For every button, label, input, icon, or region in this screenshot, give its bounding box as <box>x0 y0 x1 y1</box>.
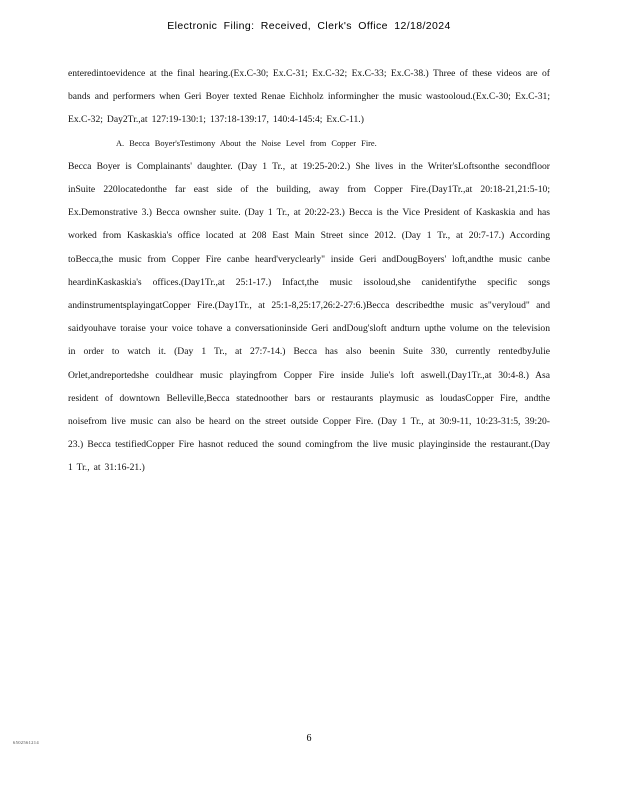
page-number: 6 <box>306 733 312 744</box>
section-heading-a: A. Becca Boyer'sTestimony About the Noise Level from Copper Fire. <box>116 138 377 148</box>
document-body <box>68 62 550 480</box>
paragraph-1: enteredintoevidence at the final hearing.(Ex.C-30; Ex.C-31; Ex.C-32; Ex.C-33; Ex.C-38.) Three of these videos are of bands and performers when Geri Boyer texted Renae Eichholz informingher the music wastooloud.(Ex.C-30; Ex.C-31; Ex.C-32; Day2Tr.,at 127:19-130:1; 137:18-139:17, 140:4-145:4; Ex.C-11.) <box>68 68 550 126</box>
efiling-stamp: Electronic Filing: Received, Clerk's Office 12/18/2024 <box>167 20 451 32</box>
paragraph-2: Becca Boyer is Complainants' daughter. (Day 1 Tr., at 19:25-20:2.) She lives in the Writer'sLoftsonthe secondfloor inSuite 220locatedonthe far east side of the building, away from Copper Fire.(Day1Tr.,at 20:18-21,21:5-10; Ex.Demonstrative 3.) Becca ownsher suite. (Day 1 Tr., at 20:22-23.) Becca is the Vice President of Kaskaskia and has worked from Kaskaskia's office located at 208 East Main Street since 2012. (Day 1 Tr., at 20:7-17.) According toBecca,the music from Copper Fire canbe heard'veryclearly" inside Geri andDougBoyers' loft,andthe music canbe heardinKaskaskia's offices.(Day1Tr.,at 25:1-17.) Infact,the music issoloud,she canidentifythe specific songs andinstrumentsplayingatCopper Fire.(Day1Tr., at 25:1-8,25:17,26:2-27:6.)Becca describedthe music as"veryloud" and saidyouhave toraise your voice tohave a conversationinside Geri andDoug'sloft andturn upthe volume on the television in order to watch it. (Day 1 Tr., at 27:7-14.) Becca has also beenin Suite 330, currently rentedbyJulie Orlet,andreportedshe couldhear music playingfrom Copper Fire inside Julie's loft aswell.(Day1Tr.,at 30:4-8.) Asa resident of downtown Belleville,Becca statednoother bars or restaurants playmusic as loudasCopper Fire, andthe noisefrom live music can also be heard on the street outside Copper Fire. (Day 1 Tr., at 30:9-11, 10:23-31:5, 39:20-23.) Becca testifiedCopper Fire hasnot reduced the sound comingfrom the live music playinginside the restaurant.(Day 1 Tr., at 31:16-21.) <box>68 160 550 474</box>
document-id: 6502561214 <box>13 740 39 745</box>
